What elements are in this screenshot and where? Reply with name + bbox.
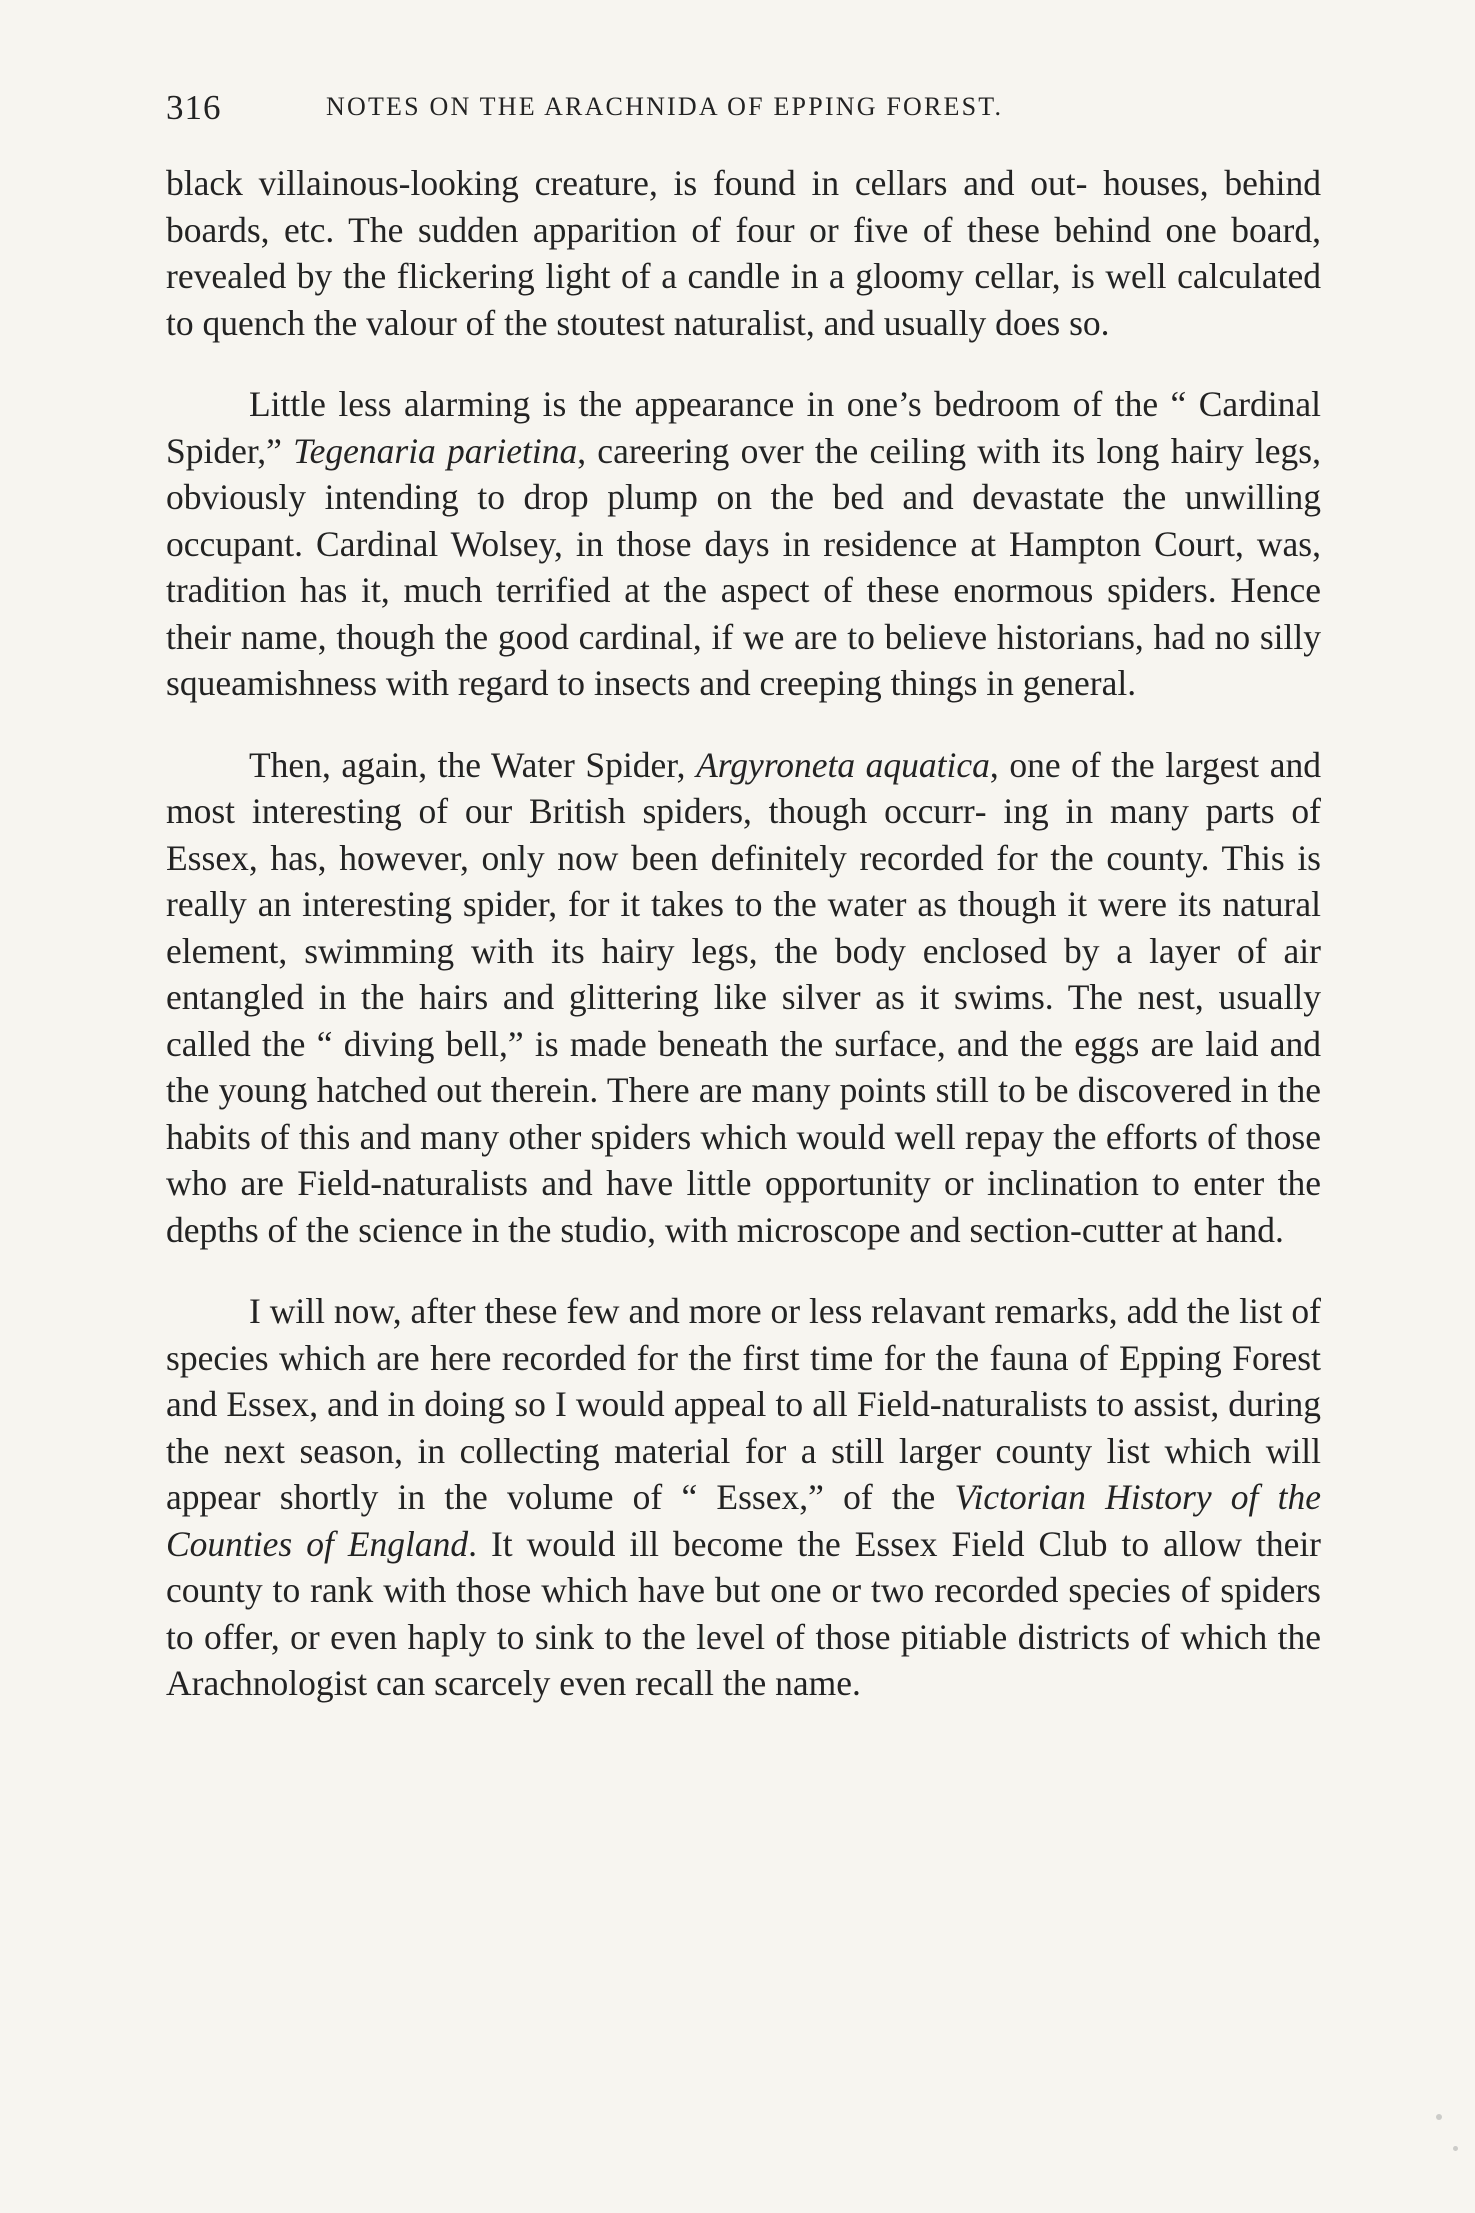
paragraph-4-text-b: . It would ill become the Essex Field Club to allow their county to rank with those which have but one or two recorded species of spiders to offer, or even haply to sink to the level of those pitiable districts of which the Arachnologist can scarcely even recall the name. bbox=[166, 1523, 1322, 1703]
paragraph-3-text-a: Then, again, the Water Spider, bbox=[249, 744, 697, 785]
paragraph-4 bbox=[166, 1288, 1321, 1707]
species-name-tegenaria: Tegenaria parietina bbox=[293, 430, 578, 471]
paragraph-2 bbox=[166, 381, 1321, 707]
paragraph-4-text-a: I will now, after these few and more or less relavant remarks, add the list of species which are here recorded for the first time for the fauna of Epping Forest and Essex, and in doing so I would appeal to all Field-naturalists to assist, during the next season, in collecting material for a still larger county list which will appear shortly in the volume of “ Essex,” of the bbox=[166, 1291, 1321, 1517]
paper-speck bbox=[1453, 2146, 1458, 2151]
paper-speck bbox=[1436, 2114, 1442, 2120]
paragraph-2-text-b: , careering over the ceiling with its long hairy legs, obviously intending to drop plump on the bed and devastate the unwilling occupant. Cardinal Wolsey, in those days in residence at Hampton Court, was, tradition has it, much terrified at the aspect of these enormous spiders. Hence their name, though the good cardinal, if we are to believe historians, had no silly squeamishness with regard to insects and creeping things in general. bbox=[166, 430, 1321, 703]
paragraph-3 bbox=[166, 742, 1321, 1254]
book-title-victorian-history: Victorian History of the Counties of England bbox=[166, 1477, 1321, 1564]
paragraph-1 bbox=[166, 160, 1321, 346]
species-name-argyroneta: Argyroneta aquatica bbox=[696, 744, 990, 785]
body-text bbox=[166, 160, 1321, 1707]
page-header bbox=[166, 88, 1326, 138]
paragraph-1-text: black villainous-looking creature, is found in cellars and out‐ houses, behind boards, etc. The sudden apparition of four or five of these behind one board, revealed by the flickering light of a candle in a gloomy cellar, is well calculated to quench the valour of the stoutest naturalist, and usually does so. bbox=[166, 163, 1321, 343]
running-title: NOTES ON THE ARACHNIDA OF EPPING FOREST. bbox=[326, 92, 1004, 121]
page-number: 316 bbox=[166, 88, 222, 127]
paragraph-3-text-b: , one of the largest and most interesting of our British spiders, though occurr‐ ing in many parts of Essex, has, however, only now been definitely recorded for the county. This is really an interesting spider, for it takes to the water as though it were its natural element, swimming with its hairy legs, the body enclosed by a layer of air entangled in the hairs and glittering like silver as it swims. The nest, usually called the “ diving bell,” is made beneath the surface, and the eggs are laid and the young hatched out therein. There are many points still to be discovered in the habits of this and many other spiders which would well repay the efforts of those who are Field-naturalists and have little opportunity or inclination to enter the depths of the science in the studio, with microscope and section-cutter at hand. bbox=[166, 744, 1321, 1250]
paragraph-2-text-a: Little less alarming is the appearance in one’s bedroom of the “ Cardinal Spider,” bbox=[166, 384, 1321, 471]
